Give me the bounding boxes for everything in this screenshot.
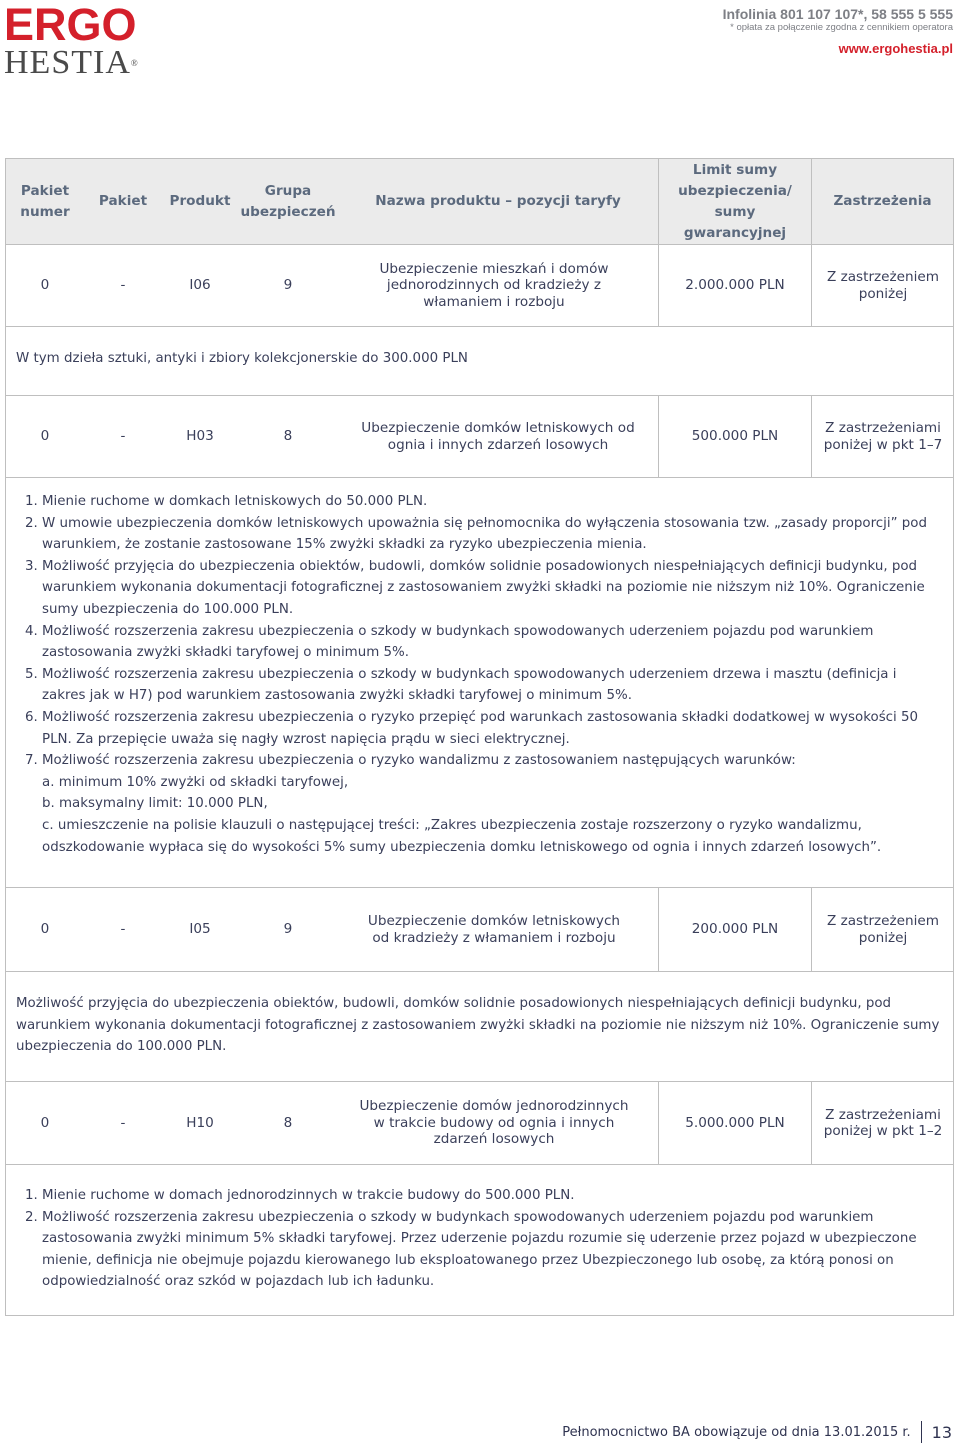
list-item-text: Możliwość rozszerzenia zakresu ubezpieczenia o ryzyko wandalizmu z zastosowaniem następujących warunków: [42, 753, 796, 769]
divider [6, 1164, 953, 1165]
list-item: 5. Możliwość rozszerzenia zakresu ubezpieczenia o szkody w budynkach spowodowanych uderzeniem drzewa i masztu (definicja i zakres jak w H7) pod warunkiem zastosowania zwyżki składki taryfowej o minimum 5%. [42, 664, 941, 707]
header-nazwa: Nazwa produktu – pozycji taryfy [375, 193, 621, 209]
row4-conditions-list [16, 1185, 941, 1293]
registered-mark: ® [130, 58, 139, 68]
list-item: 1. Mienie ruchome w domach jednorodzinnych w trakcie budowy do 500.000 PLN. [42, 1185, 941, 1207]
header-pakiet: Pakiet [98, 193, 148, 209]
logo-ergo-text: ERGO [4, 0, 137, 50]
row1-note: W tym dzieła sztuki, antyki i zbiory kolekcjonerskie do 300.000 PLN [16, 351, 468, 366]
row4-zastrzezenia: Z zastrzeżeniami poniżej w pkt 1–2 [823, 1106, 943, 1139]
website-link[interactable]: www.ergohestia.pl [838, 41, 953, 56]
row3-note: Możliwość przyjęcia do ubezpieczenia obiektów, budowli, domków solidnie posadowionych niespełniających definicji budynku, pod warunkiem wykonania dokumentacji fotograficznej z zastosowaniem zwyżki składki na poziomie nie niższym niż 10%. Ograniczenie sumy ubezpieczenia do 100.000 PLN. [16, 996, 940, 1055]
row3-pakiet: - [120, 921, 126, 938]
list-item: 1. Mienie ruchome w domkach letniskowych do 50.000 PLN. [42, 491, 941, 513]
footer-validity-text: Pełnomocnictwo BA obowiązuje od dnia 13.01.2015 r. [562, 1424, 911, 1440]
row4-nazwa: Ubezpieczenie domów jednorodzinnych w trakcie budowy od ognia i innych zdarzeń losowych [359, 1098, 629, 1148]
row4-grupa: 8 [283, 1114, 293, 1131]
row4-pakiet: - [120, 1114, 126, 1131]
divider [811, 1082, 812, 1164]
row3-numer: 0 [40, 921, 50, 938]
infoline: Infolinia 801 107 107*, 58 555 5 555 [722, 6, 953, 22]
row2-grupa: 8 [283, 428, 293, 445]
logo-hestia-text: HESTIA [4, 44, 131, 81]
divider [658, 1082, 659, 1164]
list-item: 6. Możliwość rozszerzenia zakresu ubezpieczenia o ryzyko przepięć pod warunkach zastosowania składki dodatkowej w wysokości 50 PLN. Za przepięcie uważa się nagły wzrost napięcia prądu w sieci elektrycznej. [42, 707, 941, 750]
row1-produkt: I06 [189, 277, 211, 294]
divider [658, 888, 659, 971]
header-pakiet-numer: Pakiet numer [20, 182, 70, 220]
divider [811, 888, 812, 971]
row1-nazwa: Ubezpieczenie mieszkań i domów jednorodzinnych od kradzieży z włamaniem i rozboju [379, 260, 609, 310]
row1-numer: 0 [40, 277, 50, 294]
sub-item-a: a. minimum 10% zwyżki od składki taryfowej, [42, 774, 349, 790]
header-produkt: Produkt [169, 193, 231, 209]
sub-item-c: c. umieszczenie na polisie klauzuli o następującej treści: „Zakres ubezpieczenia zostaje rozszerzony o ryzyko wandalizmu, odszkodowanie wypłaca się do wysokości 5% sumy ubezpieczenia domku letniskowego od ognia i innych zdarzeń losowych”. [42, 817, 882, 855]
row2-nazwa: Ubezpieczenie domków letniskowych od ognia i innych zdarzeń losowych [361, 420, 635, 453]
header-grupa: Grupa ubezpieczeń [240, 182, 336, 220]
page-number: 13 [931, 1422, 952, 1442]
row2-limit: 500.000 PLN [691, 428, 779, 445]
row1-zastrzezenia: Z zastrzeżeniem poniżej [826, 269, 940, 302]
list-item: 3. Możliwość przyjęcia do ubezpieczenia obiektów, budowli, domków solidnie posadowionych niespełniających definicji budynku, pod warunkiem wykonania dokumentacji fotograficznej z zastosowaniem zwyżki składki na poziomie nie niższym niż 10%. Ograniczenie sumy ubezpieczenia do 100.000 PLN. [42, 556, 941, 621]
header-limit: Limit sumy ubezpieczenia/ sumy gwarancyjnej [678, 161, 792, 241]
divider [811, 245, 812, 326]
row2-numer: 0 [40, 428, 50, 445]
tariff-table [5, 158, 954, 1316]
list-item: 4. Możliwość rozszerzenia zakresu ubezpieczenia o szkody w budynkach spowodowanych uderzeniem pojazdu pod warunkiem zastosowania zwyżki składki taryfowej o minimum 5%. [42, 621, 941, 664]
row1-grupa: 9 [283, 277, 293, 294]
header-zastrzezenia: Zastrzeżenia [833, 193, 932, 209]
row3-nazwa: Ubezpieczenie domków letniskowych od kradzieży z włamaniem i rozboju [367, 913, 621, 946]
row2-conditions-list [16, 491, 941, 858]
divider [658, 159, 659, 244]
row4-numer: 0 [40, 1114, 50, 1131]
divider [658, 245, 659, 326]
list-item: 2. Możliwość rozszerzenia zakresu ubezpieczenia o szkody w budynkach spowodowanych uderzeniem pojazdu pod warunkiem zastosowania zwyżki minimum 5% składki taryfowej. Przez uderzenie pojazdu rozumie się uderzenie przez pojazd w ubezpieczone mienie, definicja nie obejmuje pojazdu kierowanego lub eksploatowanego przez Ubezpieczonego lub osobę, za którą ponosi on odpowiedzialność oraz szkód w pojazdach lub ich ładunku. [42, 1207, 941, 1293]
row3-grupa: 9 [283, 921, 293, 938]
row1-pakiet: - [120, 277, 126, 294]
row3-produkt: I05 [189, 921, 211, 938]
row1-limit: 2.000.000 PLN [685, 277, 785, 294]
divider [811, 159, 812, 244]
list-item: 2. W umowie ubezpieczenia domków letniskowych upoważnia się pełnomocnika do wyłączenia stosowania tzw. „zasady proporcji” pod warunkiem, że zostanie zastosowane 15% zwyżki składki za ryzyko ubezpieczenia mienia. [42, 513, 941, 556]
contact-block [723, 6, 953, 58]
divider [658, 396, 659, 477]
page-footer [562, 1421, 952, 1443]
row2-produkt: H03 [186, 428, 214, 445]
ergo-hestia-logo [4, 0, 140, 81]
row4-limit: 5.000.000 PLN [685, 1114, 785, 1131]
divider [6, 477, 953, 478]
list-item [42, 750, 941, 858]
row2-zastrzezenia: Z zastrzeżeniami poniżej w pkt 1–7 [823, 420, 943, 453]
divider [811, 396, 812, 477]
divider [6, 326, 953, 327]
row4-produkt: H10 [186, 1114, 214, 1131]
row3-limit: 200.000 PLN [691, 921, 779, 938]
footer-divider [921, 1421, 922, 1443]
infoline-note: * opłata za połączenie zgodna z cennikiem operatora [730, 22, 953, 33]
row2-pakiet: - [120, 428, 126, 445]
row3-zastrzezenia: Z zastrzeżeniem poniżej [826, 913, 940, 946]
sub-item-b: b. maksymalny limit: 10.000 PLN, [42, 796, 268, 812]
divider [6, 971, 953, 972]
